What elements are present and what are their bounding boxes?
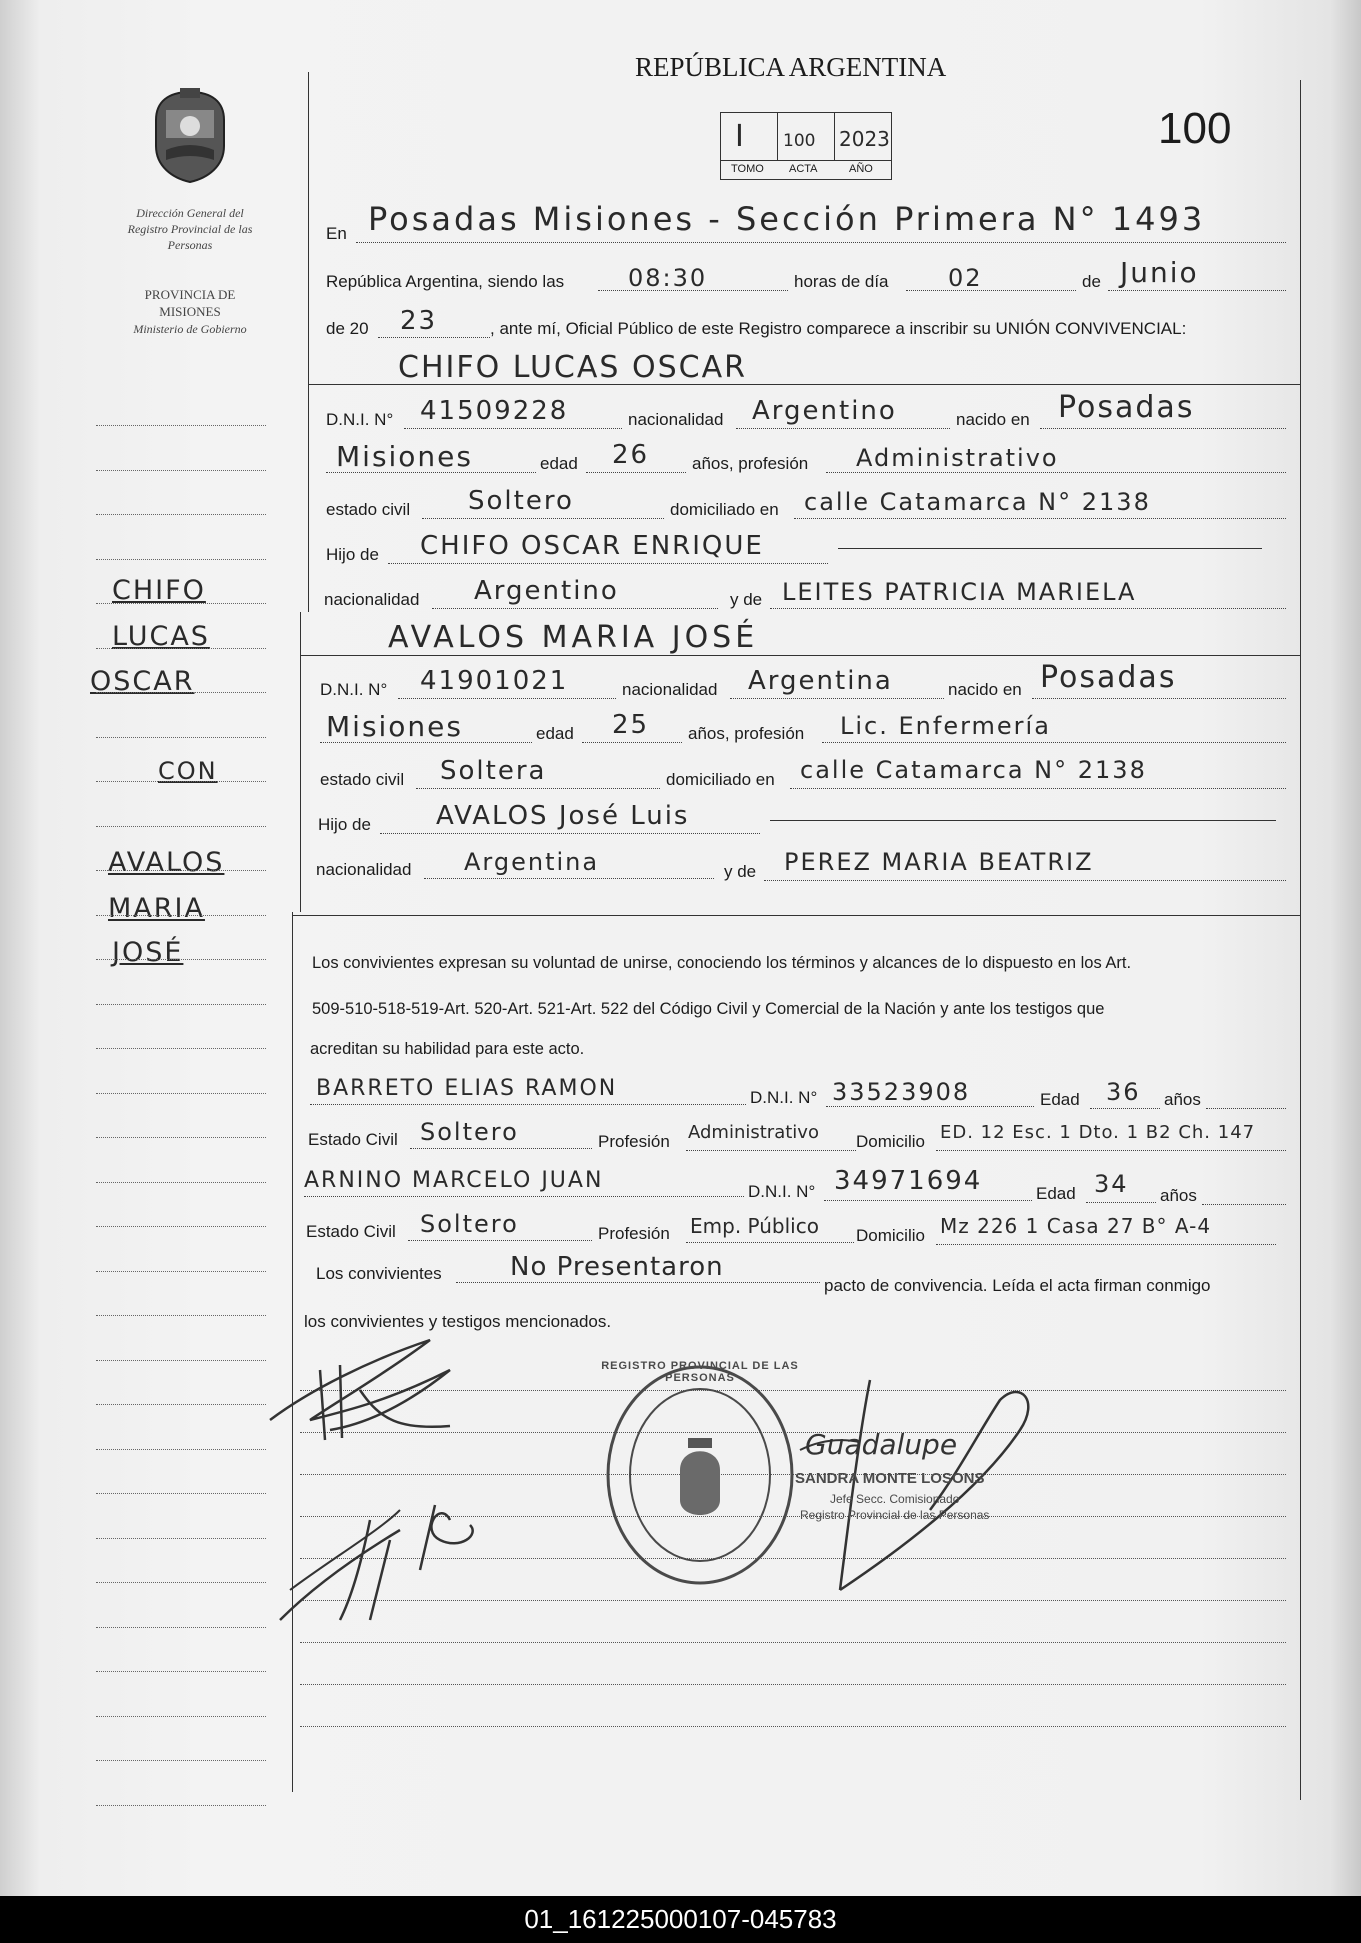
- convivientes-signature-icon: [250, 1330, 500, 1630]
- acta-label: ACTA: [789, 163, 818, 175]
- p1-address: calle Catamarca N° 2138: [804, 488, 1151, 516]
- margin-ruled-line: [96, 1760, 266, 1761]
- margin-ruled-line: [96, 1716, 266, 1717]
- p1-dni-label: D.N.I. N°: [326, 410, 394, 429]
- p1-parents-nationality: Argentino: [474, 576, 619, 606]
- p1-nationality: Argentino: [752, 396, 897, 426]
- p1-father: CHIFO OSCAR ENRIQUE: [420, 531, 764, 561]
- p1-profession: Administrativo: [856, 444, 1059, 472]
- p1-civil-status: Soltero: [468, 486, 574, 516]
- margin-name-2: LUCAS: [112, 621, 210, 652]
- p1-mother: LEITES PATRICIA MARIELA: [782, 578, 1137, 606]
- divider-3: [292, 915, 1300, 916]
- margin-name-1: CHIFO: [112, 575, 206, 606]
- w2-dni-label: D.N.I. N°: [748, 1182, 816, 1201]
- p1-age: 26: [612, 440, 650, 470]
- signature-ruled-line: [300, 1642, 1286, 1643]
- p1-born-1: Posadas: [1058, 390, 1195, 425]
- margin-ruled-line: [96, 737, 266, 738]
- year-suffix: 23: [400, 306, 438, 336]
- person1-name: CHIFO LUCAS OSCAR: [398, 350, 747, 385]
- p2-dom-label: domiciliado en: [666, 770, 775, 789]
- w1-dom-label: Domicilio: [856, 1132, 925, 1151]
- official-sig-text: Guadalupe: [805, 1428, 958, 1461]
- divider-2: [300, 655, 1300, 656]
- w2-dni: 34971694: [834, 1166, 983, 1196]
- w1-edad-label: Edad: [1040, 1090, 1080, 1109]
- record-box: [720, 112, 892, 180]
- day-value: 02: [948, 264, 983, 292]
- declaration-line-3: acreditan su habilidad para este acto.: [310, 1040, 585, 1058]
- p2-civil-status: Soltera: [440, 756, 547, 786]
- agency-name: Dirección General del Registro Provincial de las Personas: [127, 206, 253, 252]
- margin-name-3: OSCAR: [90, 666, 195, 697]
- time-value: 08:30: [628, 264, 708, 292]
- p1-civil-label: estado civil: [326, 500, 411, 519]
- signature-ruled-line: [300, 1684, 1286, 1685]
- p2-dni-label: D.N.I. N°: [320, 680, 388, 699]
- margin-ruled-line: [96, 425, 266, 426]
- margin-ruled-line: [96, 1315, 266, 1316]
- margin-ruled-line: [96, 1360, 266, 1361]
- en-label: En: [326, 224, 347, 243]
- p1-dni: 41509228: [420, 396, 569, 426]
- margin-ruled-line: [96, 1582, 266, 1583]
- margin-ruled-line: [96, 1137, 266, 1138]
- margin-ruled-line: [96, 1671, 266, 1672]
- closing-pact: No Presentaron: [510, 1252, 724, 1282]
- margin-ruled-line: [96, 781, 266, 782]
- closing-text: pacto de convivencia. Leída el acta firman conmigo: [824, 1276, 1211, 1295]
- p2-nacido-label: nacido en: [948, 680, 1022, 699]
- w2-anos-label: años: [1160, 1186, 1197, 1205]
- margin-ruled-line: [96, 1627, 266, 1628]
- place-value: Posadas Misiones - Sección Primera N° 1493: [368, 200, 1206, 238]
- signature-ruled-line: [300, 1726, 1286, 1727]
- w2-civil-status: Soltero: [420, 1210, 519, 1238]
- w2-name: ARNINO MARCELO JUAN: [304, 1168, 604, 1193]
- w1-dni-label: D.N.I. N°: [750, 1088, 818, 1107]
- acta-value: 100: [783, 131, 816, 151]
- margin-ruled-line: [96, 1493, 266, 1494]
- province-emblem-icon: [150, 88, 230, 184]
- p1-nacido-label: nacido en: [956, 410, 1030, 429]
- margin-name-5: MARIA: [108, 893, 205, 924]
- month-value: Junio: [1120, 256, 1199, 289]
- p1-nac-label: nacionalidad: [628, 410, 724, 429]
- margin-ruled-line: [96, 1093, 266, 1094]
- person2-name: AVALOS MARIA JOSÉ: [388, 620, 759, 655]
- margin-ruled-line: [96, 692, 266, 693]
- margin-ruled-line: [96, 1004, 266, 1005]
- p1-hijo-label: Hijo de: [326, 545, 379, 564]
- w2-age: 34: [1094, 1170, 1129, 1198]
- horas-label: horas de día: [794, 272, 889, 291]
- p2-profession: Lic. Enfermería: [840, 712, 1051, 740]
- image-id-footer: 01_161225000107-045783: [0, 1896, 1361, 1943]
- page-number: 100: [1158, 104, 1232, 153]
- p2-nac-label: nacionalidad: [622, 680, 718, 699]
- frame-right: [1300, 80, 1301, 1800]
- ministry-name: Ministerio de Gobierno: [133, 322, 247, 336]
- margin-ruled-line: [96, 1404, 266, 1405]
- p2-edad-label: edad: [536, 724, 574, 743]
- margin-ruled-line: [96, 1538, 266, 1539]
- official-title-1: Jefe Secc. Comisionado: [830, 1492, 960, 1506]
- official-seal-icon: [600, 1360, 800, 1590]
- w1-name: BARRETO ELIAS RAMON: [316, 1076, 618, 1101]
- margin-ruled-line: [96, 870, 266, 871]
- declaration-line-1: Los convivientes expresan su voluntad de unirse, conociendo los términos y alcances de lo dispuesto en los Art.: [312, 954, 1132, 972]
- p1-born-2: Misiones: [336, 440, 473, 473]
- anio-value: 2023: [839, 127, 890, 151]
- province-name: PROVINCIA DE MISIONES: [144, 287, 236, 319]
- margin-ruled-line: [96, 514, 266, 515]
- w1-address: ED. 12 Esc. 1 Dto. 1 B2 Ch. 147: [940, 1122, 1256, 1143]
- p2-father: AVALOS José Luis: [436, 801, 690, 831]
- country-title: REPÚBLICA ARGENTINA: [635, 52, 947, 82]
- closing-text-2: los convivientes y testigos mencionados.: [304, 1312, 612, 1331]
- p2-address: calle Catamarca N° 2138: [800, 756, 1147, 784]
- p2-mother: PEREZ MARIA BEATRIZ: [784, 848, 1094, 876]
- p2-born-2: Misiones: [326, 710, 463, 743]
- w1-age: 36: [1106, 1078, 1141, 1106]
- de-label: de: [1082, 272, 1101, 291]
- margin-name-6: JOSÉ: [112, 937, 184, 968]
- closing-label: Los convivientes: [316, 1264, 442, 1283]
- w1-prof-label: Profesión: [598, 1132, 670, 1151]
- margin-ruled-line: [96, 1271, 266, 1272]
- w2-dom-label: Domicilio: [856, 1226, 925, 1245]
- p1-pnac-label: nacionalidad: [324, 590, 420, 609]
- margin-ruled-line: [96, 470, 266, 471]
- p1-dom-label: domiciliado en: [670, 500, 779, 519]
- margin-ruled-line: [96, 1182, 266, 1183]
- p2-parents-nationality: Argentina: [464, 848, 600, 876]
- w1-civil-label: Estado Civil: [308, 1130, 398, 1149]
- frame-left-top: [308, 72, 309, 612]
- frame-left-mid: [300, 612, 301, 912]
- p1-yde-label: y de: [730, 590, 763, 609]
- w2-civil-label: Estado Civil: [306, 1222, 396, 1241]
- margin-ruled-line: [96, 1449, 266, 1450]
- w1-anos-label: años: [1164, 1090, 1201, 1109]
- anio-label: AÑO: [849, 163, 873, 175]
- margin-name-4: AVALOS: [108, 847, 225, 878]
- official-title-2: Registro Provincial de las Personas: [800, 1508, 990, 1522]
- time-label: República Argentina, siendo las: [326, 272, 565, 291]
- margin-ruled-line: [96, 1226, 266, 1227]
- seal-ring-text: REGISTRO PROVINCIAL DE LAS PERSONAS: [601, 1360, 799, 1384]
- margin-ruled-line: [96, 603, 266, 604]
- p2-nationality: Argentina: [748, 666, 893, 696]
- margin-ruled-line: [96, 648, 266, 649]
- p2-age: 25: [612, 710, 650, 740]
- w1-profession: Administrativo: [688, 1122, 819, 1143]
- declaration-line-2: 509-510-518-519-Art. 520-Art. 521-Art. 522 del Código Civil y Comercial de la Nación y ante los testigos que: [312, 1000, 1105, 1018]
- w2-prof-label: Profesión: [598, 1224, 670, 1243]
- margin-ruled-line: [96, 915, 266, 916]
- w2-profession: Emp. Público: [690, 1214, 819, 1238]
- w2-address: Mz 226 1 Casa 27 B° A-4: [940, 1214, 1212, 1238]
- tomo-label: TOMO: [731, 163, 764, 175]
- margin-ruled-line: [96, 559, 266, 560]
- p2-hijo-label: Hijo de: [318, 815, 371, 834]
- margin-ruled-line: [96, 826, 266, 827]
- w1-dni: 33523908: [832, 1078, 971, 1106]
- official-name: SANDRA MONTE LOSONS: [795, 1470, 985, 1487]
- p2-yde-label: y de: [724, 862, 757, 881]
- w1-civil-status: Soltero: [420, 1118, 519, 1146]
- p1-edad-label: edad: [540, 454, 578, 473]
- p2-civil-label: estado civil: [320, 770, 405, 789]
- w2-edad-label: Edad: [1036, 1184, 1076, 1203]
- p2-pnac-label: nacionalidad: [316, 860, 412, 879]
- year-prefix: de 20: [326, 319, 369, 338]
- p2-prof-label: años, profesión: [688, 724, 805, 743]
- tomo-value: I: [735, 119, 746, 154]
- margin-name-con: CON: [158, 757, 218, 785]
- p2-born-1: Posadas: [1040, 660, 1177, 695]
- margin-ruled-line: [96, 1048, 266, 1049]
- statement: , ante mí, Oficial Público de este Registro comparece a inscribir su UNIÓN CONVIVENCIAL:: [490, 319, 1187, 338]
- margin-ruled-line: [96, 1805, 266, 1806]
- p1-prof-label: años, profesión: [692, 454, 809, 473]
- margin-ruled-line: [96, 959, 266, 960]
- p2-dni: 41901021: [420, 666, 569, 696]
